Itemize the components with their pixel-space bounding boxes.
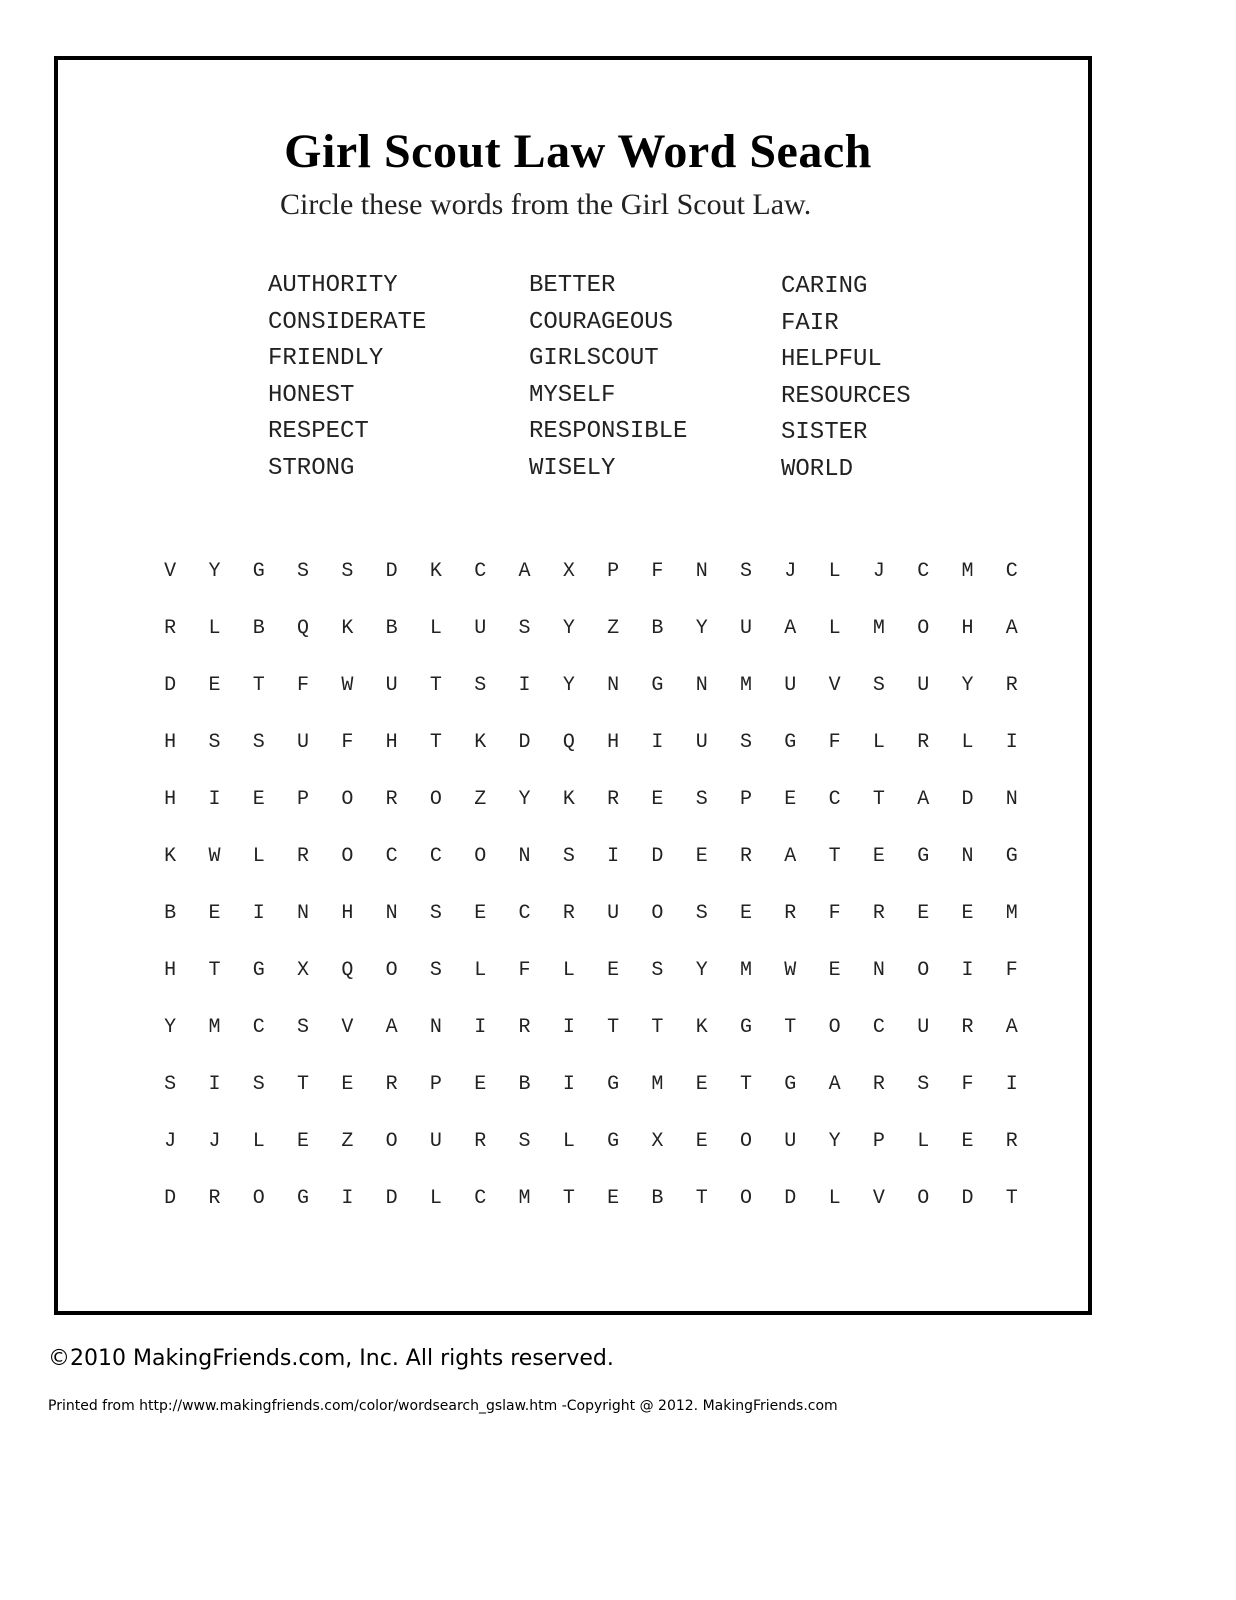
grid-letter: U	[695, 731, 708, 754]
grid-letter: U	[607, 902, 620, 925]
grid-letter: Y	[208, 560, 221, 583]
grid-letter: I	[252, 902, 265, 925]
grid-letter: R	[740, 845, 753, 868]
grid-letter: O	[385, 959, 398, 982]
grid-letter: L	[252, 1130, 265, 1153]
grid-letter: I	[208, 788, 221, 811]
grid-letter: V	[872, 1187, 885, 1210]
grid-letter: A	[385, 1016, 398, 1039]
grid-letter: S	[252, 1073, 265, 1096]
grid-letter: Y	[562, 617, 575, 640]
grid-letter: M	[208, 1016, 221, 1039]
grid-letter: I	[961, 959, 974, 982]
grid-letter: P	[872, 1130, 885, 1153]
grid-letter: T	[740, 1073, 753, 1096]
grid-letter: D	[961, 1187, 974, 1210]
grid-letter: K	[164, 845, 177, 868]
grid-letter: O	[740, 1130, 753, 1153]
grid-letter: F	[297, 674, 310, 697]
grid-letter: E	[474, 1073, 487, 1096]
grid-letter: R	[784, 902, 797, 925]
grid-letter: L	[429, 1187, 442, 1210]
grid-letter: L	[961, 731, 974, 754]
grid-letter: O	[341, 845, 354, 868]
grid-letter: G	[607, 1073, 620, 1096]
grid-letter: L	[872, 731, 885, 754]
grid-letter: S	[429, 902, 442, 925]
grid-letter: S	[518, 1130, 531, 1153]
grid-letter: M	[1005, 902, 1018, 925]
grid-letter: R	[385, 1073, 398, 1096]
grid-letter: O	[917, 959, 930, 982]
grid-row	[148, 942, 1034, 999]
grid-letter: R	[961, 1016, 974, 1039]
grid-letter: S	[297, 1016, 310, 1039]
grid-letter: D	[784, 1187, 797, 1210]
word-item: RESPECT	[268, 418, 369, 445]
grid-letter: I	[1005, 1073, 1018, 1096]
grid-letter: O	[385, 1130, 398, 1153]
grid-letter: L	[917, 1130, 930, 1153]
grid-letter: B	[252, 617, 265, 640]
grid-letter: S	[297, 560, 310, 583]
grid-letter: U	[385, 674, 398, 697]
grid-letter: T	[607, 1016, 620, 1039]
grid-letter: B	[385, 617, 398, 640]
grid-letter: E	[695, 845, 708, 868]
grid-letter: K	[341, 617, 354, 640]
instructions: Circle these words from the Girl Scout Law.	[280, 188, 812, 221]
grid-letter: C	[1005, 560, 1018, 583]
grid-letter: N	[429, 1016, 442, 1039]
grid-row	[148, 600, 1034, 657]
grid-letter: T	[695, 1187, 708, 1210]
grid-letter: B	[651, 1187, 664, 1210]
grid-letter: G	[607, 1130, 620, 1153]
grid-row	[148, 714, 1034, 771]
grid-letter: U	[740, 617, 753, 640]
word-item: COURAGEOUS	[529, 308, 674, 336]
grid-letter: S	[208, 731, 221, 754]
grid-letter: L	[429, 617, 442, 640]
grid-letter: D	[651, 845, 664, 868]
grid-letter: N	[297, 902, 310, 925]
grid-letter: R	[1005, 674, 1018, 697]
grid-letter: X	[297, 959, 310, 982]
grid-letter: M	[961, 560, 974, 583]
grid-letter: D	[385, 1187, 398, 1210]
grid-letter: L	[828, 617, 841, 640]
grid-letter: T	[208, 959, 221, 982]
grid-letter: S	[695, 788, 708, 811]
printed-from-notice: Printed from http://www.makingfriends.com/color/wordsearch_gslaw.htm -Copyright @ 2012. MakingFriends.com	[48, 1398, 838, 1414]
grid-letter: G	[297, 1187, 310, 1210]
grid-letter: G	[784, 1073, 797, 1096]
grid-letter: I	[341, 1187, 354, 1210]
grid-letter: J	[784, 560, 797, 583]
grid-letter: T	[297, 1073, 310, 1096]
grid-letter: L	[474, 959, 487, 982]
grid-letter: P	[607, 560, 620, 583]
grid-letter: J	[208, 1130, 221, 1153]
grid-letter: Q	[562, 731, 575, 754]
grid-letter: H	[385, 731, 398, 754]
grid-letter: Y	[828, 1130, 841, 1153]
grid-letter: I	[518, 674, 531, 697]
grid-letter: D	[164, 674, 177, 697]
grid-letter: A	[917, 788, 930, 811]
grid-letter: Q	[297, 617, 310, 640]
grid-letter: C	[385, 845, 398, 868]
grid-letter: Y	[961, 674, 974, 697]
grid-letter: V	[828, 674, 841, 697]
grid-letter: T	[1005, 1187, 1018, 1210]
grid-letter: C	[828, 788, 841, 811]
copyright-notice: ©2010 MakingFriends.com, Inc. All rights reserved.	[48, 1346, 614, 1371]
word-item: AUTHORITY	[268, 272, 398, 299]
grid-letter: N	[607, 674, 620, 697]
grid-letter: Y	[164, 1016, 177, 1039]
grid-row	[148, 885, 1034, 942]
grid-letter: M	[740, 959, 753, 982]
word-item: FAIR	[781, 309, 839, 337]
grid-letter: F	[961, 1073, 974, 1096]
grid-letter: T	[562, 1187, 575, 1210]
grid-letter: E	[828, 959, 841, 982]
grid-letter: Y	[562, 674, 575, 697]
grid-letter: L	[208, 617, 221, 640]
grid-letter: S	[740, 560, 753, 583]
grid-letter: E	[607, 1187, 620, 1210]
grid-letter: M	[872, 617, 885, 640]
page-title: Girl Scout Law Word Seach	[284, 125, 872, 178]
grid-letter: P	[740, 788, 753, 811]
grid-letter: E	[252, 788, 265, 811]
grid-letter: E	[784, 788, 797, 811]
grid-row	[148, 1056, 1034, 1113]
grid-letter: S	[518, 617, 531, 640]
grid-letter: M	[518, 1187, 531, 1210]
grid-letter: E	[297, 1130, 310, 1153]
grid-letter: Y	[695, 959, 708, 982]
grid-letter: E	[961, 1130, 974, 1153]
grid-letter: E	[917, 902, 930, 925]
grid-letter: A	[518, 560, 531, 583]
grid-letter: C	[474, 1187, 487, 1210]
grid-letter: B	[164, 902, 177, 925]
grid-letter: Q	[341, 959, 354, 982]
grid-letter: F	[1005, 959, 1018, 982]
grid-letter: O	[828, 1016, 841, 1039]
grid-letter: W	[208, 845, 221, 868]
grid-letter: H	[341, 902, 354, 925]
grid-letter: E	[740, 902, 753, 925]
grid-letter: A	[1005, 617, 1018, 640]
grid-letter: O	[252, 1187, 265, 1210]
grid-letter: N	[695, 674, 708, 697]
grid-letter: N	[385, 902, 398, 925]
grid-letter: U	[917, 1016, 930, 1039]
grid-letter: I	[651, 731, 664, 754]
grid-letter: H	[164, 959, 177, 982]
grid-letter: G	[252, 560, 265, 583]
word-item: HONEST	[268, 381, 355, 409]
grid-letter: N	[961, 845, 974, 868]
grid-letter: T	[651, 1016, 664, 1039]
grid-letter: E	[208, 674, 221, 697]
word-list-column-1	[268, 268, 426, 487]
grid-letter: L	[252, 845, 265, 868]
grid-letter: V	[164, 560, 177, 583]
grid-letter: R	[208, 1187, 221, 1210]
grid-letter: I	[607, 845, 620, 868]
grid-row	[148, 543, 1034, 600]
grid-letter: E	[208, 902, 221, 925]
grid-letter: R	[917, 731, 930, 754]
grid-letter: Z	[474, 788, 487, 811]
word-item: RESPONSIBLE	[529, 418, 688, 445]
grid-letter: K	[562, 788, 575, 811]
grid-letter: T	[429, 731, 442, 754]
word-list	[0, 268, 1236, 488]
grid-letter: N	[872, 959, 885, 982]
grid-letter: A	[784, 617, 797, 640]
grid-letter: G	[252, 959, 265, 982]
grid-letter: G	[784, 731, 797, 754]
grid-letter: I	[208, 1073, 221, 1096]
grid-letter: U	[784, 1130, 797, 1153]
grid-letter: I	[474, 1016, 487, 1039]
letter-grid	[148, 543, 1034, 1227]
grid-letter: D	[385, 560, 398, 583]
grid-letter: Z	[341, 1130, 354, 1153]
grid-letter: C	[429, 845, 442, 868]
grid-letter: J	[872, 560, 885, 583]
word-item: FRIENDLY	[268, 345, 384, 372]
grid-letter: I	[562, 1073, 575, 1096]
grid-letter: B	[651, 617, 664, 640]
word-item: MYSELF	[529, 381, 616, 409]
grid-letter: M	[651, 1073, 664, 1096]
grid-letter: F	[651, 560, 664, 583]
grid-letter: S	[341, 560, 354, 583]
word-list-column-3	[781, 269, 911, 488]
word-item: WORLD	[781, 455, 854, 483]
grid-letter: I	[1005, 731, 1018, 754]
grid-letter: D	[518, 731, 531, 754]
grid-letter: E	[695, 1130, 708, 1153]
grid-letter: T	[429, 674, 442, 697]
grid-letter: K	[474, 731, 487, 754]
grid-letter: K	[695, 1016, 708, 1039]
grid-letter: S	[872, 674, 885, 697]
grid-letter: P	[429, 1073, 442, 1096]
grid-letter: L	[828, 560, 841, 583]
grid-letter: I	[562, 1016, 575, 1039]
grid-letter: U	[474, 617, 487, 640]
grid-letter: E	[474, 902, 487, 925]
grid-letter: E	[607, 959, 620, 982]
grid-letter: J	[164, 1130, 177, 1153]
grid-letter: A	[828, 1073, 841, 1096]
grid-letter: V	[341, 1016, 354, 1039]
grid-letter: R	[518, 1016, 531, 1039]
grid-letter: R	[474, 1130, 487, 1153]
word-item: STRONG	[268, 454, 355, 482]
grid-letter: R	[164, 617, 177, 640]
grid-letter: F	[828, 731, 841, 754]
grid-letter: E	[695, 1073, 708, 1096]
grid-letter: R	[607, 788, 620, 811]
grid-letter: L	[828, 1187, 841, 1210]
grid-letter: M	[740, 674, 753, 697]
grid-row	[148, 1170, 1034, 1227]
grid-letter: E	[341, 1073, 354, 1096]
grid-letter: S	[429, 959, 442, 982]
grid-letter: N	[1005, 788, 1018, 811]
grid-letter: O	[651, 902, 664, 925]
grid-letter: F	[828, 902, 841, 925]
word-item: CONSIDERATE	[268, 308, 427, 336]
grid-letter: O	[341, 788, 354, 811]
grid-letter: S	[252, 731, 265, 754]
grid-letter: O	[740, 1187, 753, 1210]
grid-letter: T	[784, 1016, 797, 1039]
grid-letter: S	[740, 731, 753, 754]
grid-letter: R	[562, 902, 575, 925]
grid-letter: S	[651, 959, 664, 982]
grid-letter: L	[562, 959, 575, 982]
grid-letter: L	[562, 1130, 575, 1153]
word-item: WISELY	[529, 454, 616, 482]
grid-letter: T	[252, 674, 265, 697]
grid-letter: E	[961, 902, 974, 925]
grid-letter: H	[164, 731, 177, 754]
grid-letter: U	[429, 1130, 442, 1153]
grid-letter: G	[917, 845, 930, 868]
grid-letter: C	[474, 560, 487, 583]
word-item: HELPFUL	[781, 346, 882, 373]
grid-letter: A	[1005, 1016, 1018, 1039]
grid-letter: C	[872, 1016, 885, 1039]
word-item: CARING	[781, 273, 868, 300]
grid-letter: O	[917, 617, 930, 640]
grid-letter: U	[917, 674, 930, 697]
grid-row	[148, 1113, 1034, 1170]
grid-letter: R	[872, 1073, 885, 1096]
grid-letter: R	[385, 788, 398, 811]
grid-letter: P	[297, 788, 310, 811]
grid-letter: N	[695, 560, 708, 583]
grid-letter: R	[297, 845, 310, 868]
grid-letter: O	[474, 845, 487, 868]
grid-letter: O	[429, 788, 442, 811]
word-item: RESOURCES	[781, 382, 911, 410]
grid-letter: E	[872, 845, 885, 868]
grid-letter: S	[474, 674, 487, 697]
grid-letter: F	[518, 959, 531, 982]
grid-letter: F	[341, 731, 354, 754]
grid-letter: G	[740, 1016, 753, 1039]
word-list-column-2	[529, 268, 687, 487]
grid-letter: N	[518, 845, 531, 868]
grid-letter: S	[562, 845, 575, 868]
grid-letter: K	[429, 560, 442, 583]
grid-letter: W	[341, 674, 354, 697]
grid-letter: O	[917, 1187, 930, 1210]
grid-letter: H	[607, 731, 620, 754]
grid-letter: T	[872, 788, 885, 811]
grid-letter: U	[784, 674, 797, 697]
grid-letter: B	[518, 1073, 531, 1096]
grid-letter: Y	[518, 788, 531, 811]
word-item: BETTER	[529, 272, 616, 299]
grid-row	[148, 828, 1034, 885]
grid-letter: X	[562, 560, 575, 583]
grid-letter: Z	[607, 617, 620, 640]
grid-letter: S	[695, 902, 708, 925]
grid-letter: G	[1005, 845, 1018, 868]
word-item: GIRLSCOUT	[529, 345, 659, 372]
grid-letter: G	[651, 674, 664, 697]
grid-row	[148, 771, 1034, 828]
grid-letter: T	[828, 845, 841, 868]
grid-letter: C	[518, 902, 531, 925]
grid-letter: R	[1005, 1130, 1018, 1153]
grid-letter: S	[164, 1073, 177, 1096]
grid-letter: S	[917, 1073, 930, 1096]
grid-letter: X	[651, 1130, 664, 1153]
grid-row	[148, 999, 1034, 1056]
word-item: SISTER	[781, 419, 868, 446]
grid-letter: D	[164, 1187, 177, 1210]
grid-letter: C	[917, 560, 930, 583]
grid-letter: E	[651, 788, 664, 811]
grid-letter: H	[164, 788, 177, 811]
grid-letter: Y	[695, 617, 708, 640]
grid-letter: A	[784, 845, 797, 868]
grid-letter: U	[297, 731, 310, 754]
grid-letter: C	[252, 1016, 265, 1039]
grid-letter: H	[961, 617, 974, 640]
grid-letter: W	[784, 959, 797, 982]
grid-letter: R	[872, 902, 885, 925]
grid-letter: D	[961, 788, 974, 811]
grid-row	[148, 657, 1034, 714]
